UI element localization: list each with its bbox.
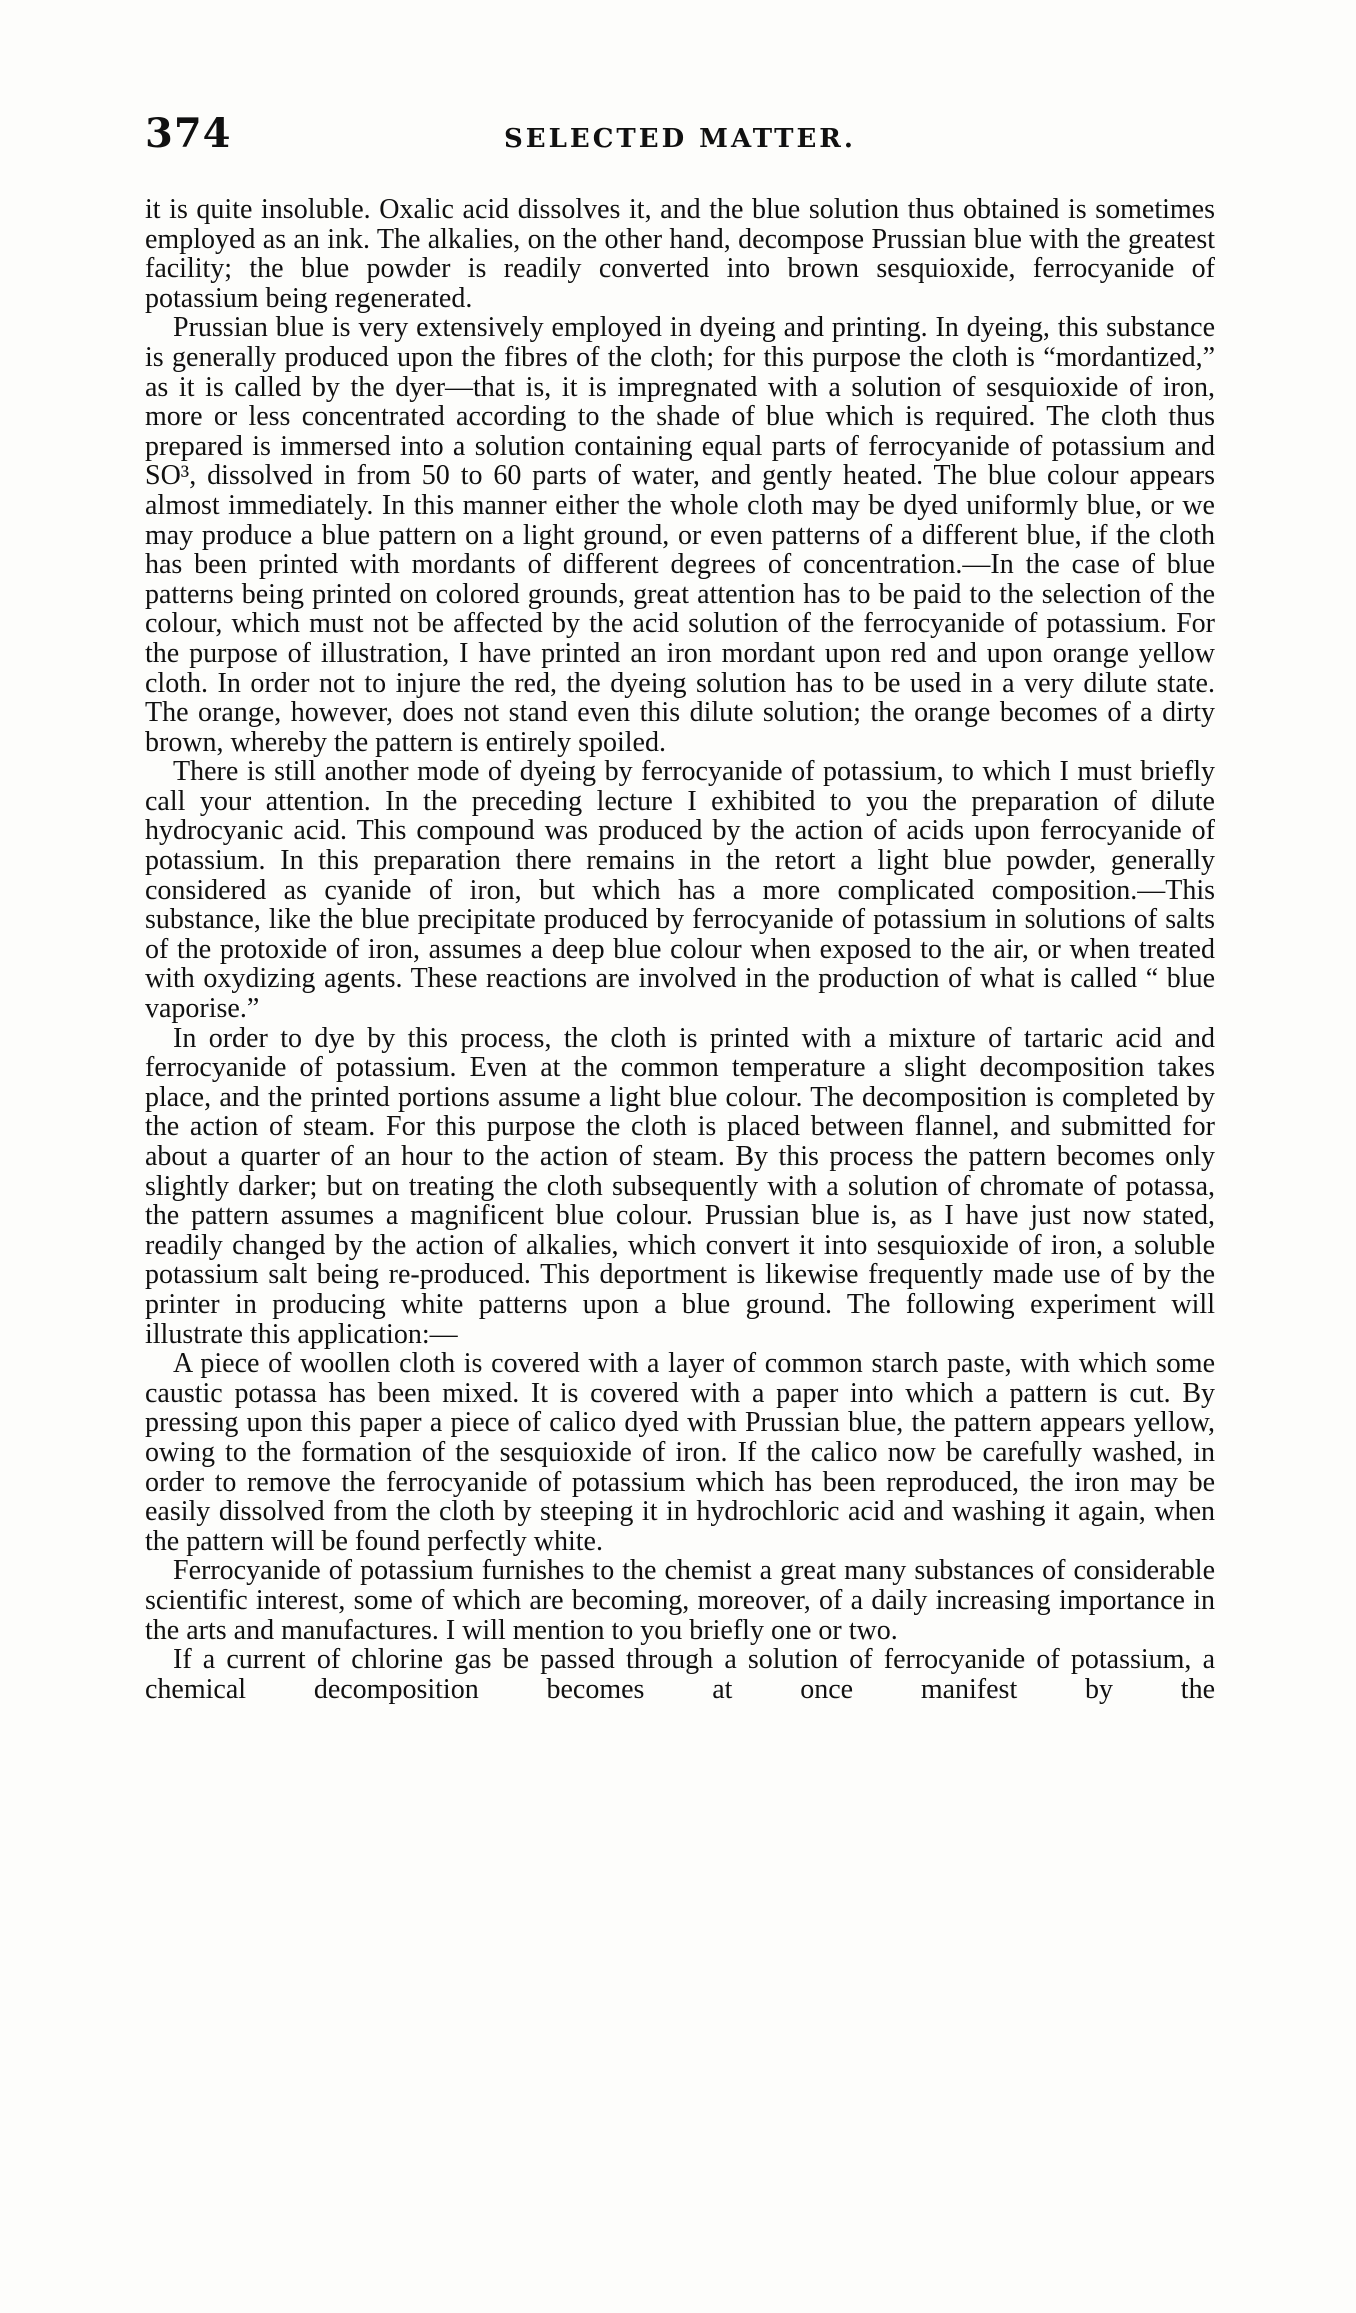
paragraph-2: Prussian blue is very extensively employed in dyeing and printing. In dyeing, this substance is generally produced upon the fibres of the cloth; for this purpose the cloth is “mordantized,” as it is called by the dyer—that is, it is impregnated with a solution of sesquioxide of iron, more or less concentrated according to the shade of blue which is required. The cloth thus prepared is immersed into a solution containing equal parts of ferrocyanide of potassium and SO³, dissolved in from 50 to 60 parts of water, and gently heated. The blue colour appears almost immediately. In this manner either the whole cloth may be dyed uniformly blue, or we may produce a blue pattern on a light ground, or even patterns of a different blue, if the cloth has been printed with mordants of different degrees of concentration.—In the case of blue patterns being printed on colored grounds, great attention has to be paid to the selection of the colour, which must not be affected by the acid solution of the ferrocyanide of potassium. For the purpose of illustration, I have printed an iron mordant upon red and upon orange yellow cloth. In order not to injure the red, the dyeing solution has to be used in a very dilute state. The orange, however, does not stand even this dilute solution; the orange becomes of a dirty brown, whereby the pattern is entirely spoiled.	[145, 312, 1215, 758]
page-header	[145, 110, 1215, 170]
paragraph-5: A piece of woollen cloth is covered with a layer of common starch paste, with which some caustic potassa has been mixed. It is covered with a paper into which a pattern is cut. By pressing upon this paper a piece of calico dyed with Prussian blue, the pattern appears yellow, owing to the formation of the sesquioxide of iron. If the calico now be carefully washed, in order to remove the ferrocyanide of potassium which has been reproduced, the iron may be easily dissolved from the cloth by steeping it in hydrochloric acid and washing it again, when the pattern will be found perfectly white.	[145, 1348, 1215, 1557]
paragraph-6: Ferrocyanide of potassium furnishes to the chemist a great many substances of considerable scientific interest, some of which are becoming, moreover, of a daily increasing importance in the arts and manufactures. I will mention to you briefly one or two.	[145, 1555, 1215, 1646]
paragraph-3: There is still another mode of dyeing by ferrocyanide of potassium, to which I must briefly call your attention. In the preceding lecture I exhibited to you the preparation of dilute hydrocyanic acid. This compound was produced by the action of acids upon ferrocyanide of potassium. In this preparation there remains in the retort a light blue powder, generally considered as cyanide of iron, but which has a more complicated composition.—This substance, like the blue precipitate produced by ferrocyanide of potassium in solutions of salts of the protoxide of iron, assumes a deep blue colour when exposed to the air, or when treated with oxydizing agents. These reactions are involved in the production of what is called “ blue vaporise.”	[145, 756, 1215, 1025]
paragraph-4: In order to dye by this process, the cloth is printed with a mixture of tartaric acid and ferrocyanide of potassium. Even at the common temperature a slight decomposition takes place, and the printed portions assume a light blue colour. The decomposition is completed by the action of steam. For this purpose the cloth is placed between flannel, and submitted for about a quarter of an hour to the action of steam. By this process the pattern becomes only slightly darker; but on treating the cloth subsequently with a solution of chromate of potassa, the pattern assumes a magnificent blue colour. Prussian blue is, as I have just now stated, readily changed by the action of alkalies, which convert it into sesquioxide of iron, a soluble potassium salt being re-produced. This deportment is likewise frequently made use of by the printer in producing white patterns upon a blue ground. The following experiment will illustrate this application:—	[145, 1022, 1215, 1350]
paragraph-1: it is quite insoluble. Oxalic acid dissolves it, and the blue solution thus obtained is sometimes employed as an ink. The alkalies, on the other hand, decompose Prussian blue with the greatest facility; the blue powder is readily converted into brown sesquioxide, ferrocyanide of potassium being regenerated.	[145, 194, 1215, 314]
running-head: SELECTED MATTER.	[504, 124, 856, 154]
page-number: 374	[145, 110, 232, 157]
body-text	[145, 195, 1215, 1704]
paragraph-7: If a current of chlorine gas be passed through a solution of ferrocyanide of potassium, a chemical decomposition becomes at once manifest by the	[145, 1644, 1215, 1705]
